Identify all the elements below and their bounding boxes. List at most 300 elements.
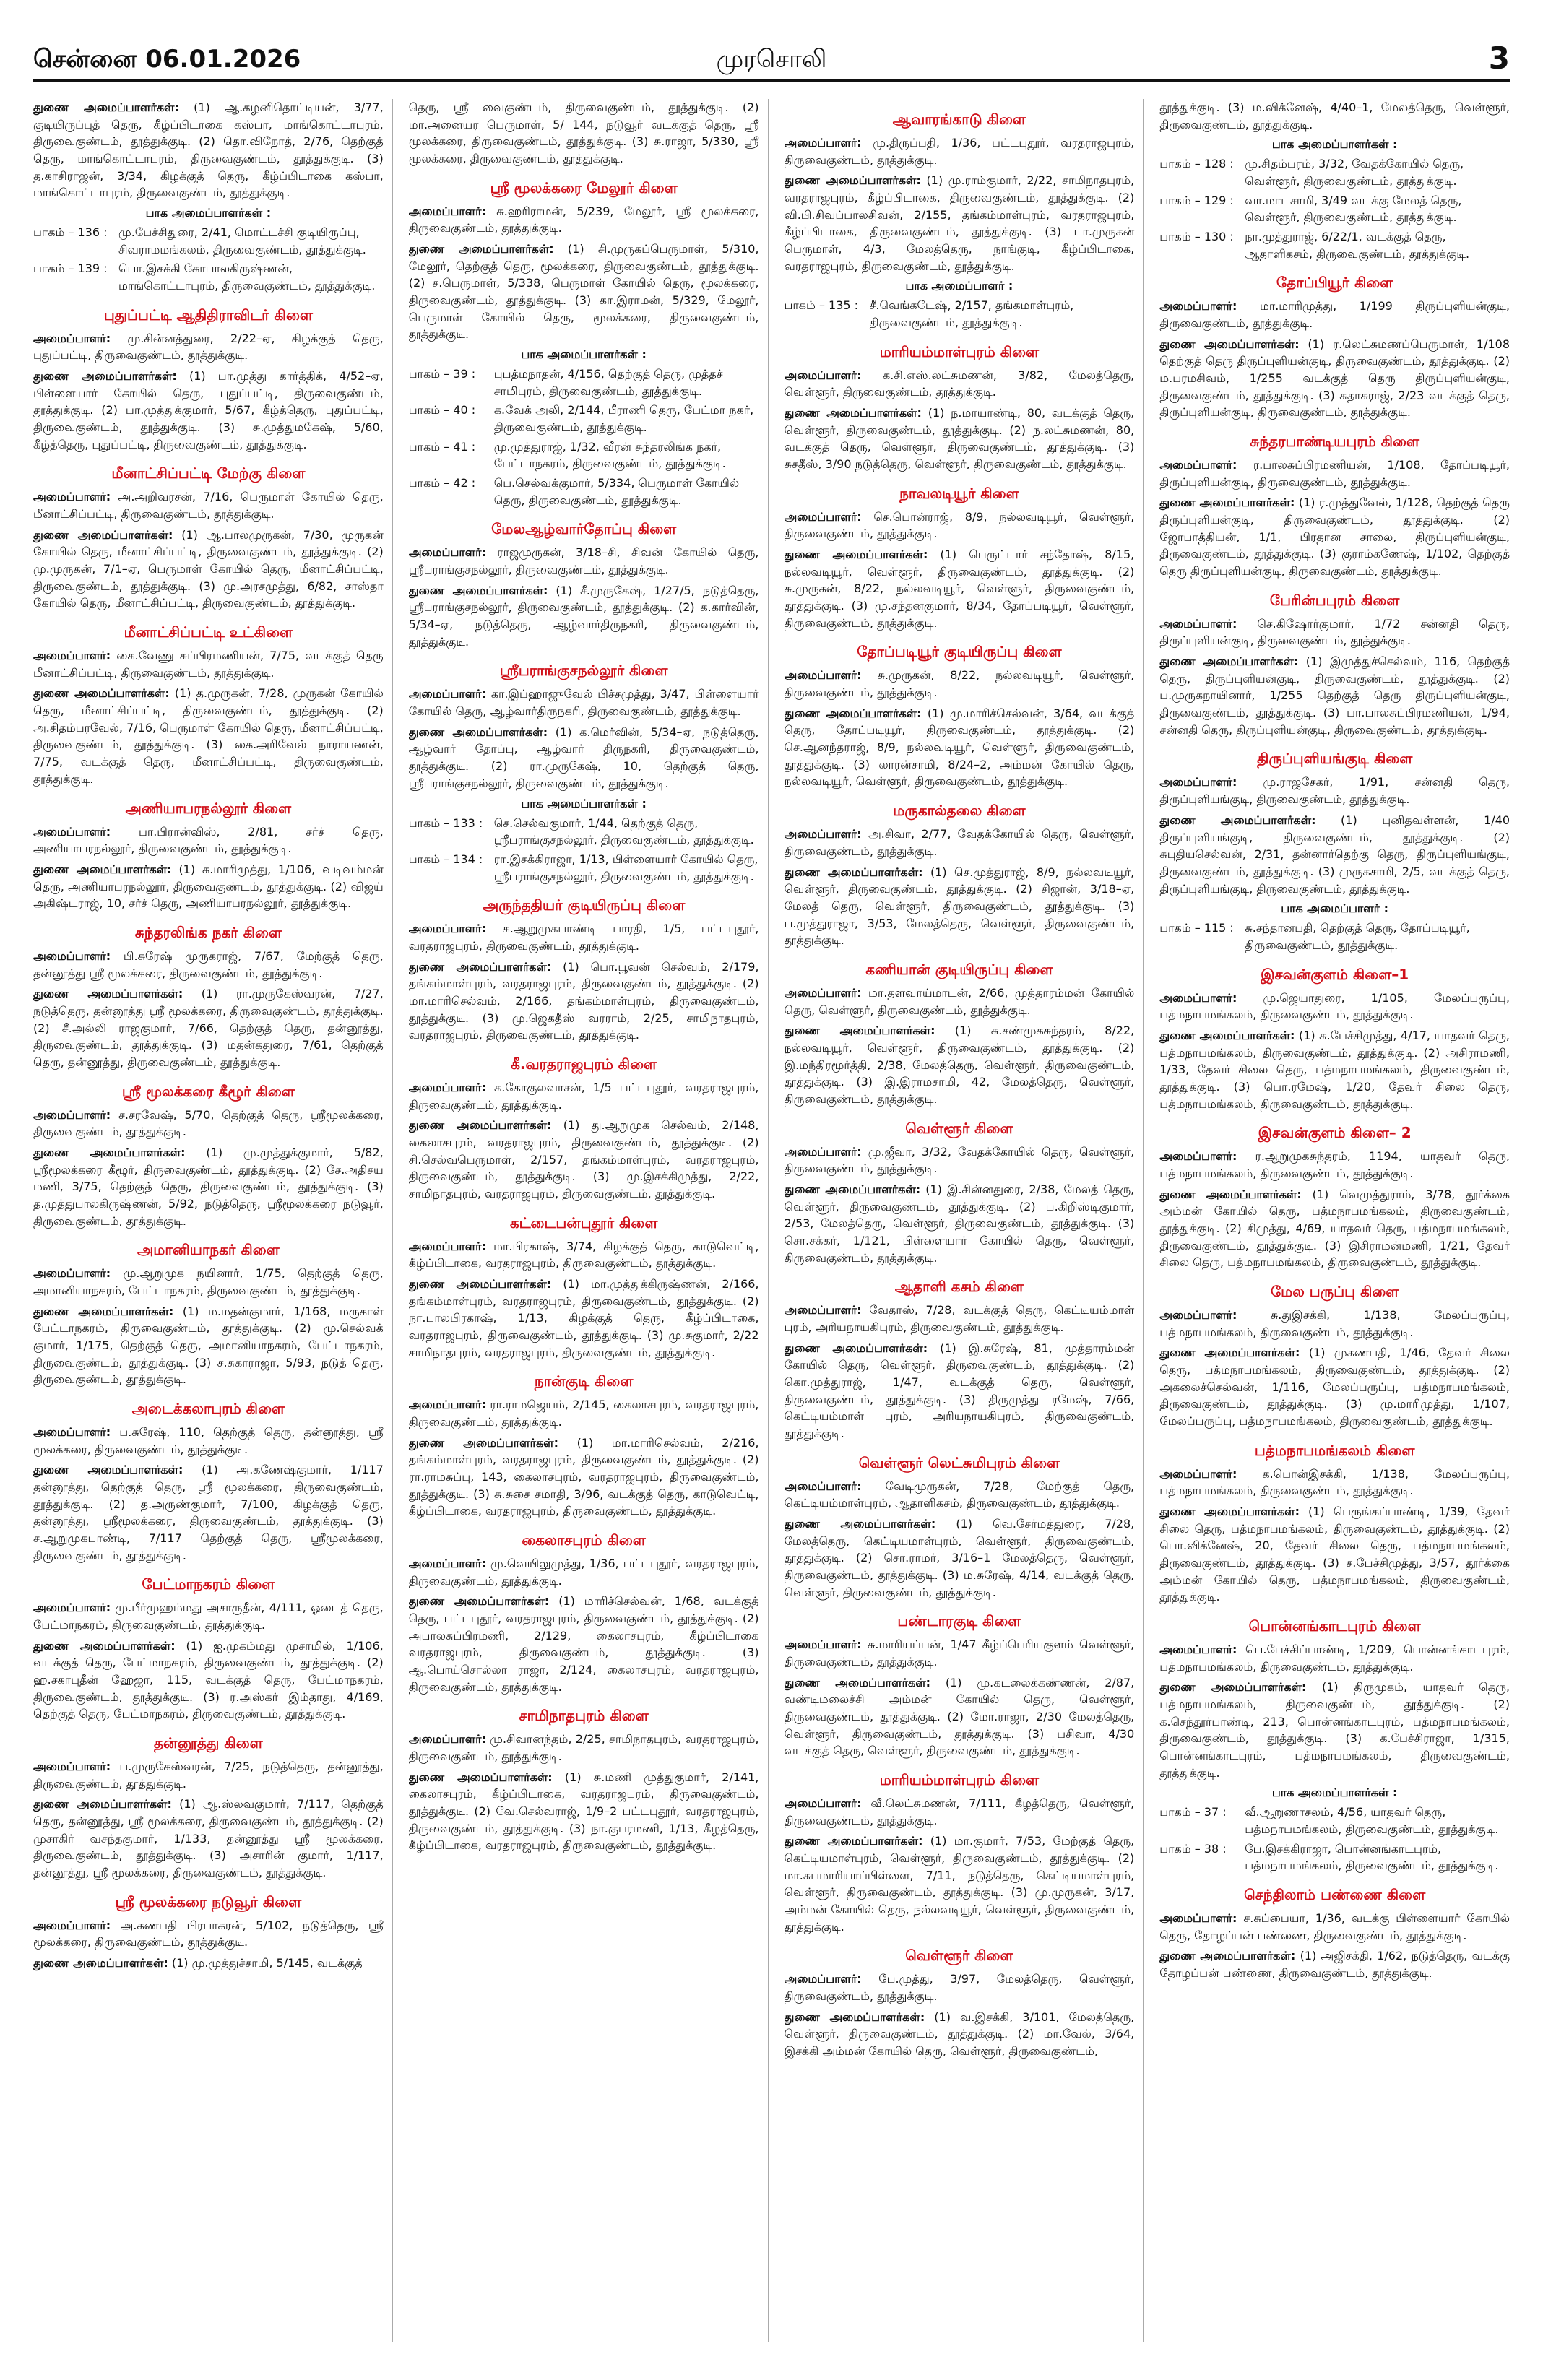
member-details: (1) பெருட்டார் சந்தோஷ், 8/15, நல்லவடியூர், வெள்ளூர், திருவைகுண்டம், தூத்துக்குடி. (2) சு.முருகன், 8/22, நல்லவடியூர், வெள்ளூர், திருவைகுண்டம், தூத்துக்குடி. (3) மு.சந்தனகுமார், 8/34, தோப்படியூர், வெள்ளூர், திருவைகுண்டம், தூத்துக்குடி.: [784, 548, 1135, 630]
role-label: அமைப்பாளர்:: [1159, 1643, 1237, 1657]
branch-section: [1159, 274, 1510, 421]
booth-row: [409, 815, 759, 849]
member-details: க.பொன்இசக்கி, 1/138, மேலப்பருப்பு, பத்மநாபமங்கலம், திருவைகுண்டம், தூத்துக்குடி.: [1159, 1466, 1510, 1498]
member-entry: [1159, 99, 1510, 133]
column-4: [1159, 99, 1510, 2342]
role-label: அமைப்பாளர்:: [784, 1144, 862, 1159]
role-label: துணை அமைப்பாளர்கள்:: [1159, 1187, 1302, 1201]
member-entry: [1159, 1466, 1510, 1500]
role-label: துணை அமைப்பாளர்கள்:: [33, 369, 177, 384]
branch-title: பண்டாரகுடி கிளை: [897, 1612, 1021, 1630]
member-details: மு.சின்னத்துரை, 2/22–ஏ, கிழக்குத் தெரு, புதுப்பட்டி, திருவைகுண்டம், தூத்துக்குடி.: [33, 331, 384, 363]
member-details: மா.பிரகாஷ், 3/74, கிழக்குத் தெரு, காடுவெட்டி, கீழ்ப்பிடாகை, வரதராஜபுரம், திருவைகுண்டம், தூத்துக்குடி.: [408, 1239, 759, 1271]
branch-title: திருப்புளியங்குடி கிளை: [1256, 750, 1413, 768]
booth-number: பாகம் – 39 :: [408, 367, 476, 381]
member-details: (1) வெமுத்துராம், 3/78, தூர்க்கை அம்மன் கோயில் தெரு, பத்மநாபமங்கலம், திருவைகுண்டம், தூத்துக்குடி. (2) சிமுத்து, 4/69, யாதவர் தெரு, பத்மநாபமங்கலம், திருவைகுண்டம், தூத்துக்குடி. (3) இசிராமன்மணி, 1/21, தேவர் சிலை தெரு, பத்மநாபமங்கலம், திருவைகுண்டம், தூத்துக்குடி.: [1159, 1187, 1510, 1270]
member-details: (1) மாரிச்செல்வன், 1/68, வடக்குத் தெரு, பட்டபுதூர், வரதராஜபுரம், திருவைகுண்டம், தூத்துக்குடி. (2) அபாலசுப்பிரமணி, 2/129, கைலாசபுரம், கீழ்ப்பிடாகை வரதராஜபுரம், திருவைகுண்டம், தூத்துக்குடி. (3) ஆ.பொய்சொல்லா ராஜா, 2/124, கைலாசபுரம், வரதராஜபுரம், திருவைகுண்டம், தூத்துக்குடி.: [408, 1594, 759, 1694]
member-details: வேதாஸ், 7/28, வடக்குத் தெரு, கெட்டியம்மாள் புரம், அரியநாயகிபுரம், திருவைகுண்டம், தூத்துக்குடி.: [784, 1303, 1135, 1334]
booth-member: க.வேக் அலி, 2/144, பீராணி தெரு, பேட்மா நகர், திருவைகுண்டம், தூத்துக்குடி.: [493, 403, 754, 435]
booth-member: சீ.வெங்கடேஷ், 2/157, தங்கமாள்புரம், திருவைகுண்டம், தூத்துக்குடி.: [869, 298, 1074, 330]
member-entry: [785, 705, 1135, 790]
member-entry: [1159, 1027, 1510, 1112]
branch-section: [785, 1120, 1135, 1267]
member-entry: [409, 1276, 759, 1361]
role-label: துணை அமைப்பாளர்கள்:: [408, 959, 552, 974]
branch-title: கணியான் குடியிருப்பு கிளை: [865, 960, 1053, 978]
branch-section: [33, 1893, 384, 1972]
member-details: (1) து.ஆறுமுக செல்வம், 2/148, கைலாசபுரம், வரதராஜபுரம், திருவைகுண்டம், தூத்துக்குடி. (2) சி.செல்வபெருமாள், 2/157, தங்கம்மாள்புரம், வரதராஜபுரம், திருவைகுண்டம், தூத்துக்குடி. (3) மு.இசக்கிமுத்து, 2/22, சாமிநாதபுரம், வரதராஜபுரம், திருவைகுண்டம், தூத்துக்குடி.: [408, 1118, 759, 1200]
member-details: (1) மு.கடலைக்கண்ணன், 2/87, வண்டிமலைச்சி அம்மன் கோயில் தெரு, வெள்ளூர், திருவைகுண்டம், தூத்துக்குடி. (2) மோ.ராஜா, 2/30 மேலத்தெரு, வெள்ளூர், திருவைகுண்டம், தூத்துக்குடி. (3) பசிவா, 4/30 வடக்குத் தெரு, வெள்ளூர், திருவைகுண்டம், தூத்துக்குடி.: [784, 1675, 1135, 1758]
role-label: துணை அமைப்பாளர்கள்:: [784, 1341, 928, 1355]
member-details: ராஜமுருகன், 3/18–சி, சிவன் கோயில் தெரு, ஸ்ரீபராங்குசநல்லூர், திருவைகுண்டம், தூத்துக்குடி.: [408, 545, 759, 577]
member-details: ப.சுரேஷ், 110, தெற்குத் தெரு, தன்னூத்து, ஸ்ரீ மூலக்கரை, திருவைகுண்டம், தூத்துக்குடி.: [33, 1424, 384, 1456]
member-entry: [33, 1424, 384, 1458]
booth-member: நா.முத்துராஜ், 6/22/1, வடக்குத் தெரு, ஆதாளிகசம், திருவைகுண்டம், தூத்துக்குடி.: [1245, 230, 1470, 261]
role-label: அமைப்பாளர்:: [1159, 1466, 1237, 1481]
branch-section: [33, 623, 384, 787]
role-label: துணை அமைப்பாளர்கள்:: [408, 1770, 553, 1784]
member-entry: [1159, 1641, 1510, 1675]
member-details: (1) மு.ராம்குமார், 2/22, சாமிநாதபுரம், வரதராஜபுரம், கீழ்ப்பிடாகை, திருவைகுண்டம், தூத்துக்குடி. (2) வி.பி.சிவப்பாலசிவன், 2/155, தங்கம்மாள்புரம், வரதராஜபுரம், கீழ்ப்பிடாகை, திருவைகுண்டம், தூத்துக்குடி. (3) பா.முருகன் பெருமாள், 4/3, மேலத்தெரு, நாங்குடி, கீழ்ப்பிடாகை, வரதராஜபுரம், திருவைகுண்டம், தூத்துக்குடி.: [784, 173, 1135, 273]
role-label: துணை அமைப்பாளர்கள்:: [784, 2009, 925, 2024]
branch-section: [785, 802, 1135, 949]
member-entry: [409, 1435, 759, 1520]
member-entry: [785, 1022, 1135, 1107]
booth-row: [1159, 155, 1510, 189]
member-entry: [33, 1796, 384, 1881]
member-entry: [33, 1107, 384, 1141]
role-label: துணை அமைப்பாளர்கள்:: [33, 1145, 186, 1159]
branch-section: [785, 485, 1135, 632]
member-details: (1) சீ.முருகேஷ், 1/27/5, நடுத்தெரு, ஸ்ரீபராங்குசநல்லூர், திருவைகுண்டம், தூத்துக்குடி. (2) க.கார்வின், 5/34–ஏ, நடுத்தெரு, ஆழ்வார்திருநகரி, திருவைகுண்டம், தூத்துக்குடி.: [408, 583, 759, 649]
branch-section: [785, 111, 1135, 332]
member-details: (1) புனிதவள்ளன், 1/40 திருப்புளியங்குடி, திருவைகுண்டம், தூத்துக்குடி. (2) சுபுதியசெல்வன், 2/31, தன்னார்தெற்கு தெரு, திருப்புளியங்குடி, திருவைகுண்டம், தூத்துக்குடி. (3) முருகசாமி, 2/5, வடக்குத் தெரு, திருப்புளியங்குடி, திருவைகுண்டம், தூத்துக்குடி.: [1159, 813, 1510, 896]
member-details: (1) ஆ.பாலமுருகன், 7/30, முருகன் கோயில் தெரு, மீனாட்சிப்பட்டி, திருவைகுண்டம், தூத்துக்குடி. (2) மு.முருகன், 7/1–ஏ, பெருமாள் கோயில் தெரு, மீனாட்சிப்பட்டி, திருவைகுண்டம், தூத்துக்குடி. (3) மு.அரசமுத்து, 6/82, சாஸ்தா கோயில் தெரு, மீனாட்சிப்பட்டி, திருவைகுண்டம், தூத்துக்குடி.: [33, 527, 384, 610]
role-label: துணை அமைப்பாளர்கள்:: [408, 724, 548, 739]
role-label: அமைப்பாளர்:: [33, 824, 111, 839]
role-label: துணை அமைப்பாளர்கள்:: [784, 173, 921, 188]
member-entry: [785, 1143, 1135, 1177]
branch-title: கைலாசபுரம் கிளை: [522, 1531, 646, 1549]
member-details: (1) மா.மாரிசெல்வம், 2/216, தங்கம்மாள்புரம், வரதராஜபுரம், திருவைகுண்டம், தூத்துக்குடி. (2) ரா.ராமசுப்பு, 143, கைலாசபுரம், வரதராஜபுரம், திருவைகுண்டம், தூத்துக்குடி. (3) சு.சுசை சமாதி, 3/96, வடக்குத் தெரு, காடுவெட்டி, கீழ்ப்பிடாகை, வரதராஜபுரம், திருவைகுண்டம், தூத்துக்குடி.: [408, 1435, 759, 1518]
member-details: (1) க.மெர்வின், 5/34–ஏ, நடுத்தெரு, ஆழ்வார் தோப்பு, ஆழ்வார் திருநகரி, திருவைகுண்டம், தூத்துக்குடி. (2) ரா.முருகேஷ், 10, தெற்குத் தெரு, ஸ்ரீபராங்குசநல்லூர், திருவைகுண்டம், தூத்துக்குடி.: [408, 724, 759, 790]
member-details: ப.முருகேஸ்வரன், 7/25, நடுத்தெரு, தன்னூத்து, திருவைகுண்டம், தூத்துக்குடி.: [33, 1760, 384, 1791]
member-details: (1) பா.முத்து கார்த்திக், 4/52–ஏ, பிள்ளையார் கோயில் தெரு, புதுப்பட்டி, திருவைகுண்டம், தூத்துக்குடி. (2) பா.முத்துக்குமார், 5/67, கீழ்த்தெரு, புதுப்பட்டி, திருவைகுண்டம், தூத்துக்குடி. (3) சு.முத்துமகேஷ், 5/60, கீழ்த்தெரு, புதுப்பட்டி, திருவைகுண்டம், தூத்துக்குடி.: [33, 369, 384, 451]
branch-title: வெள்ளூர் கிளை: [905, 1947, 1013, 1965]
booth-row: [33, 260, 384, 294]
member-details: கா.இப்ஹாஜுவேல் பிச்சமுத்து, 3/47, பிள்ளையார் கோயில் தெரு, ஆழ்வார்திருநகரி, திருவைகுண்டம், தூத்துக்குடி.: [408, 687, 759, 719]
member-details: (1) ஆ.கழனிதொட்டியன், 3/77, குடியிருப்புத் தெரு, கீழ்ப்பிடாகை கஸ்பா, மாங்கொட்டாபுரம், திருவைகுண்டம், தூத்துக்குடி. (2) தொ.விநோத், 2/76, தெற்குத் தெரு, மாங்கொட்டாபுரம், திருவைகுண்டம், தூத்துக்குடி. (3) த.காசிராஜன், 3/34, கிழக்குத் தெரு, கீழ்ப்பிடாகை கஸ்பா, மாங்கொட்டாபுரம், திருவைகுண்டம், தூத்துக்குடி.: [33, 100, 384, 200]
branch-section: [785, 1454, 1135, 1601]
role-label: துணை அமைப்பாளர்கள்:: [784, 406, 922, 420]
member-entry: [409, 1731, 759, 1765]
role-label: துணை அமைப்பாளர்கள்:: [33, 1304, 174, 1318]
member-entry: [33, 1599, 384, 1633]
member-entry: [409, 582, 759, 651]
role-label: துணை அமைப்பாளர்கள்:: [784, 1675, 931, 1689]
member-entry: [409, 920, 759, 954]
branch-section: [33, 464, 384, 612]
branch-title: ஆதாளி கசம் கிளை: [894, 1278, 1024, 1296]
member-details: ச.சுப்பையா, 1/36, வடக்கு பிள்ளையார் கோயில் தெரு, தோழப்பன் பண்ணை, திருவைகுண்டம், தூத்துக்குடி.: [1159, 1911, 1510, 1942]
member-entry: [33, 1955, 384, 1972]
member-details: (1) அ.கணேஷ்குமார், 1/117 தன்னூத்து, தெற்குத் தெரு, ஸ்ரீ மூலக்கரை, திருவைகுண்டம், தூத்துக்குடி. (2) த.அருண்குமார், 7/100, கிழக்குத் தெரு, தன்னூத்து, ஸ்ரீமூலக்கரை, திருவைகுண்டம், தூத்துக்குடி. (3) ச.ஆறுமுகபாண்டி, 7/117 தெற்குத் தெரு, ஸ்ரீமூலக்கரை, திருவைகுண்டம், தூத்துக்குடி.: [33, 1463, 384, 1562]
branch-title: கீ.வரதராஜபுரம் கிளை: [511, 1055, 657, 1073]
role-label: அமைப்பாளர்:: [784, 136, 862, 150]
role-label: அமைப்பாளர்:: [1159, 458, 1237, 472]
role-label: அமைப்பாளர்:: [408, 922, 486, 936]
role-label: துணை அமைப்பாளர்கள்:: [408, 242, 554, 256]
booth-number: பாகம் – 37 :: [1159, 1805, 1227, 1819]
branch-section: [409, 1531, 759, 1695]
member-entry: [785, 1181, 1135, 1266]
branch-section: [1159, 1442, 1510, 1606]
member-entry: [785, 985, 1135, 1018]
booth-member: புபத்மநாதன், 4/156, தெற்குத் தெரு, முத்தச் சாமிபுரம், திருவைகுண்டம், தூத்துக்குடி.: [493, 367, 723, 398]
branch-title: தோப்படியூர் குடியிருப்பு கிளை: [857, 643, 1062, 661]
member-entry: [33, 1265, 384, 1299]
branch-title: வெள்ளூர் கிளை: [905, 1119, 1013, 1137]
member-entry: [1159, 456, 1510, 490]
member-entry: [33, 948, 384, 982]
member-details: கை.வேணு சுப்பிரமணியன், 7/75, வடக்குத் தெரு மீனாட்சிப்பட்டி, திருவைகுண்டம், தூத்துக்குடி.: [33, 649, 384, 680]
booth-member: வா.மாடசாமி, 3/49 வடக்கு மேலத் தெரு, வெள்ளூர், திருவைகுண்டம், தூத்துக்குடி.: [1245, 193, 1462, 225]
member-entry: [785, 1478, 1135, 1512]
member-details: ரா.ராமஜெயம், 2/145, கைலாசபுரம், வரதராஜபுரம், திருவைகுண்டம், தூத்துக்குடி.: [408, 1398, 759, 1429]
edition-date: சென்னை 06.01.2026: [33, 45, 301, 74]
booth-member: செ.செல்வகுமார், 1/44, தெற்குத் தெரு, ஸ்ரீபராங்குசநல்லூர், திருவைகுண்டம், தூத்துக்குடி.: [493, 815, 754, 847]
role-label: அமைப்பாளர்:: [784, 827, 862, 841]
member-entry: [1159, 1503, 1510, 1606]
branch-section: [1159, 1283, 1510, 1430]
branch-title: சுந்தரலிங்க நகர் கிளை: [134, 923, 282, 941]
member-entry: [1159, 336, 1510, 421]
member-entry: [33, 527, 384, 612]
role-label: அமைப்பாளர்:: [784, 1479, 862, 1493]
member-entry: [409, 203, 759, 237]
member-entry: [785, 864, 1135, 949]
role-label: துணை அமைப்பாளர்கள்:: [1159, 496, 1295, 510]
role-label: அமைப்பாளர்:: [1159, 616, 1237, 631]
booth-number: பாகம் – 139 :: [33, 261, 108, 276]
newspaper-name: முரசொலி: [716, 45, 827, 74]
member-entry: [33, 647, 384, 681]
role-label: துணை அமைப்பாளர்கள்:: [408, 583, 548, 597]
member-details: (1) ம.மதன்குமார், 1/168, மருகாள் பேட்டாநகரம், திருவைகுண்டம், தூத்துக்குடி. (2) மு.செல்வக் குமார், 1/175, தெற்குத் தெரு, அமானியாநகரம், பேட்டாநகரம், திருவைகுண்டம், தூத்துக்குடி. (3) ச.சுகாராஜா, 5/93, நடுத் தெரு, திருவைகுண்டம், தூத்துக்குடி.: [33, 1304, 384, 1387]
role-label: அமைப்பாளர்:: [784, 1972, 862, 1986]
member-entry: [1159, 1344, 1510, 1429]
branch-section: [409, 1214, 759, 1362]
branch-section: [1159, 99, 1510, 262]
member-details: சு.ஹரிராமன், 5/239, மேலூர், ஸ்ரீ மூலக்கரை, திருவைகுண்டம், தூத்துக்குடி.: [408, 204, 759, 235]
booth-heading: பாக அமைப்பாளர்கள் :: [1271, 137, 1398, 152]
member-details: மு.ஆறுமுக நயினார், 1/75, தெற்குத் தெரு, அமானியாநகரம், பேட்டாநகரம், திருவைகுண்டம், தூத்துக்குடி.: [33, 1266, 384, 1297]
role-label: துணை அமைப்பாளர்கள்:: [408, 1594, 550, 1609]
branch-section: [409, 896, 759, 1044]
booth-row: [409, 851, 759, 885]
member-entry: [33, 1461, 384, 1564]
member-details: (1) மு.மாரிச்செல்வன், 3/64, வடக்குத் தெரு, தோப்படியூர், திருவைகுண்டம், தூத்துக்குடி. (2) செ.ஆனந்தராஜ், 8/9, நல்லவடியூர், வெள்ளூர், திருவைகுண்டம், தூத்துக்குடி. (3) லாரன்சாமி, 8/24–2, அம்மன் கோயில் தெரு, நல்லவடியூர், வெள்ளூர், திருவைகுண்டம், தூத்துக்குடி.: [784, 706, 1135, 789]
branch-section: [1159, 966, 1510, 1113]
role-label: அமைப்பாளர்:: [1159, 775, 1237, 789]
role-label: துணை அமைப்பாளர்கள்:: [408, 1276, 552, 1291]
member-details: (1) செ.முத்துராஜ், 8/9, நல்லவடியூர், வெள்ளூர், திருவைகுண்டம், தூத்துக்குடி. (2) சிஜான், 3/18–ஏ, மேலத் தெரு, வெள்ளூர், திருவைகுண்டம், தூத்துக்குடி. (3) ப.முத்துராஜா, 3/53, மேலத்தெரு, வெள்ளூர், திருவைகுண்டம், தூத்துக்குடி.: [784, 865, 1135, 948]
role-label: அமைப்பாளர்:: [408, 204, 486, 218]
branch-section: [785, 1771, 1135, 1935]
booth-number: பாகம் – 40 :: [408, 403, 476, 417]
booth-heading: பாக அமைப்பாளர்கள் :: [521, 796, 647, 810]
branch-section: [33, 306, 384, 454]
role-label: துணை அமைப்பாளர்கள்:: [408, 1118, 552, 1133]
member-details: (1) வ.இசக்கி, 3/101, மேலத்தெரு, வெள்ளூர், திருவைகுண்டம், தூத்துக்குடி. (2) மா.வேல், 3/64, இசக்கி அம்மன் கோயில் தெரு, வெள்ளூர், திருவைகுண்டம்,: [784, 2009, 1135, 2059]
role-label: துணை அமைப்பாளர்கள்:: [33, 1797, 172, 1812]
member-details: மு.சிவானந்தம், 2/25, சாமிநாதபுரம், வரதராஜபுரம், திருவைகுண்டம், தூத்துக்குடி.: [408, 1732, 759, 1764]
member-entry: [409, 1079, 759, 1113]
branch-title: மருகால்தலை கிளை: [893, 802, 1026, 820]
member-entry: [33, 1917, 384, 1951]
member-details: (1) சு.மணி முத்துகுமார், 2/141, கைலாசபுரம், கீழ்ப்பிடாகை, வரதராஜபுரம், திருவைகுண்டம், தூத்துக்குடி. (2) வே.செல்வராஜ், 1/9–2 பட்டபுதூர், வரதராஜபுரம், திருவைகுண்டம், தூத்துக்குடி. (3) நா.குபரமணி, 1/13, கீழத்தெரு, கீழ்ப்பிடாகை, வரதராஜபுரம், திருவைகுண்டம், தூத்துக்குடி.: [408, 1770, 759, 1853]
role-label: துணை அமைப்பாளர்கள்:: [784, 1834, 923, 1848]
member-details: (1) பொ.பூவன் செல்வம், 2/179, தங்கம்மாள்புரம், வரதராஜபுரம், திருவைகுண்டம், தூத்துக்குடி. (2) மா.மாரிசெல்வம், 2/166, தங்கம்மாள்புரம், திருவைகுண்டம், தூத்துக்குடி. (3) மு.ஜெகதீஸ் வரராம், 2/25, சாமிநாதபுரம், வரதராஜபுரம், திருவைகுண்டம், தூத்துக்குடி.: [408, 959, 759, 1042]
branch-title: நாவலடியூர் கிளை: [899, 484, 1019, 502]
member-entry: [785, 1674, 1135, 1760]
member-details: (1) சி.முருகப்பெருமாள், 5/310, மேலூர், தெற்குத் தெரு, மூலக்கரை, திருவைகுண்டம், தூத்துக்குடி. (2) ச.பெருமாள், 5/338, பெருமாள் கோயில் தெரு, மூலக்கரை, திருவைகுண்டம், தூத்துக்குடி. (3) கா.இராமன், 5/329, மேலூர், பெருமாள் கோயில் தெரு, மூலக்கரை, திருவைகுண்டம், தூத்துக்குடி.: [408, 242, 759, 342]
role-label: அமைப்பாளர்:: [33, 649, 111, 663]
booth-row: [1159, 1804, 1510, 1838]
member-entry: [1159, 774, 1510, 808]
member-details: ர.பாலசுப்பிரமணியன், 1/108, தோப்படியூர், திருப்புளியன்குடி, திருவைகுண்டம், தூத்துக்குடி.: [1159, 458, 1510, 489]
member-details: அ.அறிவரசன், 7/16, பெருமாள் கோயில் தெரு, மீனாட்சிப்பட்டி, திருவைகுண்டம், தூத்துக்குடி.: [33, 490, 384, 522]
member-details: (1) ரா.முருகேஸ்வரன், 7/27, நடுத்தெரு, தன்னூத்து ஸ்ரீ மூலக்கரை, திருவைகுண்டம், தூத்துக்குடி. (2) சீ.அல்லி ராஜகுமார், 7/66, தெற்குத் தெரு, தன்னூத்து, திருவைகுண்டம், தூத்துக்குடி. (3) மதன்கதுரை, 7/61, தெற்குத் தெரு, தன்னூத்து, திருவைகுண்டம், தூத்துக்குடி.: [33, 987, 384, 1069]
role-label: அமைப்பாளர்:: [33, 1107, 111, 1122]
role-label: அமைப்பாளர்:: [784, 509, 862, 524]
member-details: அ.கணபதி பிரபாகரன், 5/102, நடுத்தெரு, ஸ்ரீ மூலக்கரை, திருவைகுண்டம், தூத்துக்குடி.: [33, 1918, 384, 1950]
role-label: அமைப்பாளர்:: [784, 1796, 862, 1811]
member-details: (1) மா.முத்துக்கிருஷ்ணன், 2/166, தங்கம்மாள்புரம், வரதராஜபுரம், திருவைகுண்டம், தூத்துக்குடி. (2) நா.பாலபிரகாஷ், 1/13, கிழக்குத் தெரு, கீழ்ப்பிடாகை, வரதராஜபுரம், திருவைகுண்டம், தூத்துக்குடி. (3) மு.சுகுமார், 2/22 சாமிநாதபுரம், வரதராஜபுரம், திருவைகுண்டம், தூத்துக்குடி.: [408, 1276, 759, 1359]
branch-title: பேரின்பபுரம் கிளை: [1269, 591, 1400, 609]
member-entry: [785, 1636, 1135, 1670]
role-label: அமைப்பாளர்:: [33, 948, 111, 963]
member-details: செ.கிஷோர்குமார், 1/72 சன்னதி தெரு, திருப்புளியன்குடி, திருவைகுண்டம், தூத்துக்குடி.: [1159, 616, 1510, 648]
role-label: துணை அமைப்பாளர்கள்:: [33, 1956, 168, 1970]
member-entry: [409, 99, 759, 168]
member-details: (1) ஆ.ஸ்லவகுமார், 7/117, தெற்குத் தெரு, தன்னூத்து, ஸ்ரீ மூலக்கரை, திருவைகுண்டம், தூத்துக்குடி. (2) முசாகிர் வசந்தகுமார், 1/133, தன்னூத்து ஸ்ரீ மூலக்கரை, திருவைகுண்டம், தூத்துக்குடி. (3) அசாரின் குமார், 1/117, தன்னூத்து, ஸ்ரீ மூலக்கரை, திருவைகுண்டம், தூத்துக்குடி.: [33, 1797, 384, 1880]
branch-section: [409, 1372, 759, 1520]
role-label: துணை அமைப்பாளர்கள்:: [33, 1638, 176, 1653]
role-label: துணை அமைப்பாளர்கள்:: [33, 987, 183, 1001]
branch-section: [409, 1055, 759, 1203]
booth-heading: பாக அமைப்பாளர் :: [1281, 901, 1389, 916]
role-label: துணை அமைப்பாளர்கள்:: [33, 686, 170, 701]
booth-row: [1159, 1840, 1510, 1874]
member-details: (1) சு.சண்முகசுந்தரம், 8/22, நல்லவடியூர், வெள்ளூர், திருவைகுண்டம், தூத்துக்குடி. (2) இ.மந்திரமூர்த்தி, 2/38, மேலத்தெரு, வெள்ளூர், திருவைகுண்டம், தூத்துக்குடி. (3) இ.இராமசாமி, 42, மேலத்தெரு, வெள்ளூர், திருவைகுண்டம், தூத்துக்குடி.: [784, 1024, 1135, 1106]
branch-title: பொன்னங்காடபுரம் கிளை: [1248, 1617, 1421, 1635]
member-details: (1) திருமுகம், யாதவர் தெரு, பத்மநாபமங்கலம், திருவைகுண்டம், தூத்துக்குடி. (2) க.செந்தூர்பாண்டி, 213, பொன்னங்காடபுரம், பத்மநாபமங்கலம், திருவைகுண்டம், தூத்துக்குடி. (3) க.பேச்சிராஜா, 1/315, பொன்னங்காடபுரம், பத்மநாபமங்கலம், திருவைகுண்டம், தூத்துக்குடி.: [1159, 1680, 1510, 1780]
member-details: (1) ர.லெட்சுமணப்பெருமாள், 1/108 தெற்குத் தெரு திருப்புளியன்குடி, திருவைகுண்டம், தூத்துக்குடி. (2) ம.பரமசிவம், 1/255 வடக்குத் தெரு திருப்புளியன்குடி, திருவைகுண்டம், தூத்துக்குடி. (3) சுதாசுராஜ், 2/23 வடக்குத் தெரு, திருப்புளியன்குடி, திருவைகுண்டம், தூத்துக்குடி.: [1159, 337, 1510, 420]
booth-member: சு.சந்தானபதி, தெற்குத் தெரு, தோப்படியூர், திருவைகுண்டம், தூத்துக்குடி.: [1245, 921, 1470, 952]
booth-row: [785, 297, 1135, 331]
role-label: துணை அமைப்பாளர்கள்:: [408, 1435, 559, 1450]
branch-section: [785, 1947, 1135, 2059]
role-label: அமைப்பாளர்:: [408, 1239, 486, 1253]
branch-title: மேலஆழ்வார்தோப்பு கிளை: [491, 520, 677, 538]
role-label: துணை அமைப்பாளர்கள்:: [1159, 1028, 1295, 1042]
booth-number: பாகம் – 133 :: [408, 815, 483, 830]
member-entry: [785, 826, 1135, 860]
member-details: தூத்துக்குடி. (3) ம.விக்னேஷ், 4/40–1, மேலத்தெரு, வெள்ளூர், திருவைகுண்டம், தூத்துக்குடி.: [1159, 100, 1510, 131]
booth-heading: பாக அமைப்பாளர்கள் :: [145, 206, 272, 220]
member-entry: [785, 134, 1135, 168]
branch-title: மாரியம்மாள்புரம் கிளை: [879, 1771, 1040, 1789]
booth-row: [1159, 919, 1510, 953]
role-label: அமைப்பாளர்:: [408, 545, 486, 560]
branch-title: ஸ்ரீ மூலக்கரை கீழூர் கிளை: [121, 1082, 295, 1100]
booth-row: [409, 438, 759, 472]
member-details: மு.ராஜசேகர், 1/91, சன்னதி தெரு, திருப்புளியங்குடி, திருவைகுண்டம், தூத்துக்குடி.: [1159, 775, 1510, 807]
booth-heading: பாக அமைப்பாளர்கள் :: [1271, 1786, 1398, 1800]
booth-number: பாகம் – 135 :: [784, 298, 859, 313]
member-entry: [409, 1555, 759, 1589]
branch-section: [33, 924, 384, 1071]
role-label: அமைப்பாளர்:: [33, 1424, 111, 1439]
member-entry: [785, 546, 1135, 631]
booth-row: [33, 224, 384, 258]
branch-title: பத்மநாபமங்கலம் கிளை: [1254, 1441, 1415, 1459]
member-entry: [785, 1340, 1135, 1442]
member-details: மு.ஜீவா, 3/32, வேதக்கோயில் தெரு, வெள்ளூர், திருவைகுண்டம், தூத்துக்குடி.: [784, 1144, 1135, 1176]
branch-title: ஆவாரங்காடு கிளை: [892, 111, 1026, 128]
branch-title: நான்குடி கிளை: [534, 1372, 634, 1390]
member-entry: [33, 1303, 384, 1388]
member-entry: [1159, 812, 1510, 897]
role-label: துணை அமைப்பாளர்கள்:: [784, 1024, 935, 1038]
role-label: துணை அமைப்பாளர்கள்:: [1159, 337, 1300, 351]
member-entry: [785, 509, 1135, 542]
booth-row: [409, 402, 759, 436]
member-details: தெரு, ஸ்ரீ வைகுண்டம், திருவைகுண்டம், தூத்துக்குடி. (2) மா.அனையர பெருமாள், 5/ 144, நடுவூர் வடக்குத் தெரு, ஸ்ரீ மூலக்கரை, திருவைகுண்டம், தூத்துக்குடி. (3) சு.ராஜா, 5/330, ஸ்ரீ மூலக்கரை, திருவைகுண்டம், தூத்துக்குடி.: [408, 100, 759, 166]
booth-row: [1159, 228, 1510, 262]
member-details: (1) மா.குமார், 7/53, மேற்குத் தெரு, கெட்டியமாள்புரம், வெள்ளூர், திருவைகுண்டம், தூத்துக்குடி. (2) மா.சுபமாரியாப்பிள்ளை, 7/11, நடுத்தெரு, கெட்டியமாள்புரம், வெள்ளூர், திருவைகுண்டம், தூத்துக்குடி. (3) மு.முருகன், 3/17, அம்மன் கோயில் தெரு, நல்லவடியூர், வெள்ளூர், திருவைகுண்டம், தூத்துக்குடி.: [784, 1834, 1135, 1934]
branch-title: இசவன்குளம் கிளை– 2: [1258, 1124, 1412, 1142]
role-label: அமைப்பாளர்:: [33, 1760, 111, 1774]
member-details: மு.ஜெயாதுரை, 1/105, மேலப்பருப்பு, பத்மநாபமங்கலம், திருவைகுண்டம், தூத்துக்குடி.: [1159, 990, 1510, 1022]
booth-number: பாகம் – 38 :: [1159, 1841, 1227, 1856]
booth-member: பே.இசக்கிராஜா, பொன்னங்காடபுரம், பத்மநாபமங்கலம், திருவைகுண்டம், தூத்துக்குடி.: [1245, 1841, 1499, 1873]
role-label: அமைப்பாளர்:: [408, 1398, 486, 1412]
booth-member: வீ.ஆறுணாசலம், 4/56, யாதவர் தெரு, பத்மநாபமங்கலம், திருவைகுண்டம், தூத்துக்குடி.: [1245, 1805, 1499, 1837]
member-entry: [33, 861, 384, 912]
booth-number: பாகம் – 130 :: [1159, 230, 1234, 244]
member-entry: [409, 724, 759, 792]
branch-section: [33, 800, 384, 912]
member-details: மு.வெயிலுமுத்து, 1/36, பட்டபுதூர், வரதராஜபுரம், திருவைகுண்டம், தூத்துக்குடி.: [408, 1557, 759, 1588]
branch-section: [785, 643, 1135, 790]
member-entry: [785, 404, 1135, 473]
booth-member: பெ.செல்வக்குமார், 5/334, பெருமாள் கோயில் தெரு, திருவைகுண்டம், தூத்துக்குடி.: [493, 476, 740, 507]
masthead: [33, 0, 1510, 82]
branch-title: மீனாட்சிப்பட்டி உட்கிளை: [124, 623, 293, 641]
member-entry: [33, 1758, 384, 1792]
member-details: மு.பீர்முஹம்மது அசாருதீன், 4/111, ஓடைத் தெரு, பேட்மாநகரம், திருவைகுண்டம், தூத்துக்குடி.: [33, 1601, 384, 1632]
member-entry: [33, 685, 384, 787]
branch-section: [33, 99, 384, 295]
branch-section: [785, 1612, 1135, 1760]
branch-section: [33, 1734, 384, 1882]
role-label: அமைப்பாளர்:: [408, 1557, 486, 1570]
column-1: [33, 99, 393, 2342]
member-entry: [785, 1832, 1135, 1935]
branch-title: செந்திலாம் பண்ணை கிளை: [1244, 1886, 1426, 1904]
branch-section: [33, 1400, 384, 1564]
member-entry: [409, 1769, 759, 1854]
branch-section: [33, 1083, 384, 1230]
role-label: அமைப்பாளர்:: [33, 490, 111, 504]
member-entry: [33, 99, 384, 202]
branch-title: தோப்பியூர் கிளை: [1276, 274, 1393, 292]
branch-section: [1159, 1886, 1510, 1982]
role-label: அமைப்பாளர்:: [1159, 1307, 1237, 1322]
member-entry: [409, 241, 759, 343]
role-label: துணை அமைப்பாளர்கள்:: [33, 527, 173, 542]
member-entry: [1159, 1307, 1510, 1341]
member-entry: [409, 685, 759, 719]
booth-heading: பாக அமைப்பாளர் :: [905, 279, 1013, 293]
member-details: பெ.பேச்சிப்பாண்டி, 1/209, பொன்னங்காடபுரம், பத்மநாபமங்கலம், திருவைகுண்டம், தூத்துக்குடி.: [1159, 1643, 1510, 1674]
booth-row: [409, 475, 759, 509]
branch-section: [1159, 1617, 1510, 1874]
role-label: துணை அமைப்பாளர்கள்:: [33, 1463, 183, 1477]
role-label: துணை அமைப்பாளர்கள்:: [784, 865, 923, 879]
branch-section: [409, 179, 759, 509]
member-details: சு.மாரியப்பன், 1/47 கீழ்ப்பெரியகுளம் வெள்ளூர், திருவைகுண்டம், தூத்துக்குடி.: [784, 1637, 1135, 1669]
branch-section: [1159, 1124, 1510, 1271]
role-label: துணை அமைப்பாளர்கள்:: [784, 1516, 936, 1531]
role-label: துணை அமைப்பாளர்கள்:: [1159, 1949, 1296, 1963]
member-details: (1) சு.பேச்சிமுத்து, 4/17, யாதவர் தெரு, பத்மநாபமங்கலம், திருவைகுண்டம், தூத்துக்குடி. (2) அசிராமணி, 1/33, தேவர் சிலை தெரு, பத்மநாபமங்கலம், திருவைகுண்டம், தூத்துக்குடி. (3) பொ.ரமேஷ், 1/20, தேவர் சிலை தெரு, பத்மநாபமங்கலம், திருவைகுண்டம், தூத்துக்குடி.: [1159, 1028, 1510, 1111]
branch-section: [33, 1241, 384, 1388]
branch-title: சாமிநாதபுரம் கிளை: [519, 1707, 649, 1725]
role-label: துணை அமைப்பாளர்கள்:: [1159, 1346, 1300, 1360]
member-entry: [33, 1637, 384, 1723]
booth-row: [409, 365, 759, 399]
role-label: துணை அமைப்பாளர்கள்:: [1159, 1504, 1300, 1518]
page-number: 3: [1488, 40, 1510, 76]
role-label: துணை அமைப்பாளர்கள்:: [1159, 813, 1316, 827]
booth-number: பாகம் – 42 :: [408, 476, 476, 490]
branch-section: [785, 961, 1135, 1108]
booth-heading: பாக அமைப்பாளர்கள் :: [521, 347, 647, 362]
role-label: அமைப்பாளர்:: [1159, 1149, 1237, 1164]
member-details: (1) அஜிசக்தி, 1/62, நடுத்தெரு, வடக்கு தோழப்பன் பண்ணை, திருவைகுண்டம், தூத்துக்குடி.: [1159, 1949, 1510, 1981]
role-label: துணை அமைப்பாளர்கள்:: [784, 548, 928, 562]
member-entry: [409, 1238, 759, 1272]
member-entry: [785, 172, 1135, 274]
member-entry: [785, 1970, 1135, 2004]
member-details: (1) இ.சின்னதுரை, 2/38, மேலத் தெரு, வெள்ளூர், திருவைகுண்டம், தூத்துக்குடி. (2) ப.கிறிஸ்டிகுமார், 2/53, மேலத்தெரு, வெள்ளூர், திருவைகுண்டம், தூத்துக்குடி. (3) சொ.சக்கர், 1/121, பிள்ளையார் கோயில் தெரு, வெள்ளூர், திருவைகுண்டம், தூத்துக்குடி.: [784, 1182, 1135, 1265]
role-label: துணை அமைப்பாளர்கள்:: [784, 1182, 921, 1196]
branch-section: [409, 662, 759, 885]
member-details: மா.தளவாய்மாடன், 2/66, முத்தாரம்மன் கோயில் தெரு, வெள்ளூர், திருவைகுண்டம், தூத்துக்குடி.: [784, 985, 1135, 1017]
member-details: க.ஆறுமுகபாண்டி பாரதி, 1/5, பட்டபுதூர், வரதராஜபுரம், திருவைகுண்டம், தூத்துக்குடி.: [408, 922, 759, 953]
booth-member: மு.சிதம்பரம், 3/32, வேதக்கோயில் தெரு, வெள்ளூர், திருவைகுண்டம், தூத்துக்குடி.: [1245, 157, 1464, 189]
booth-number: பாகம் – 129 :: [1159, 193, 1234, 207]
role-label: அமைப்பாளர்:: [33, 1918, 111, 1932]
member-details: சு.துஇசக்கி, 1/138, மேலப்பருப்பு, பத்மநாபமங்கலம், திருவைகுண்டம், தூத்துக்குடி.: [1159, 1307, 1510, 1339]
booth-member: மு.பேச்சிதுரை, 2/41, மொட்டச்சி குடியிருப்பு, சிவராமமங்கலம், திருவைகுண்டம், தூத்துக்குடி.: [118, 225, 366, 256]
booth-row: [1159, 192, 1510, 226]
branch-title: ஸ்ரீ மூலக்கரை நடுவூர் கிளை: [115, 1892, 302, 1911]
booth-member: பொ.இசக்கி கோபாலகிருஷ்ணன், மாங்கொட்டாபுரம், திருவைகுண்டம், தூத்துக்குடி.: [118, 261, 376, 293]
